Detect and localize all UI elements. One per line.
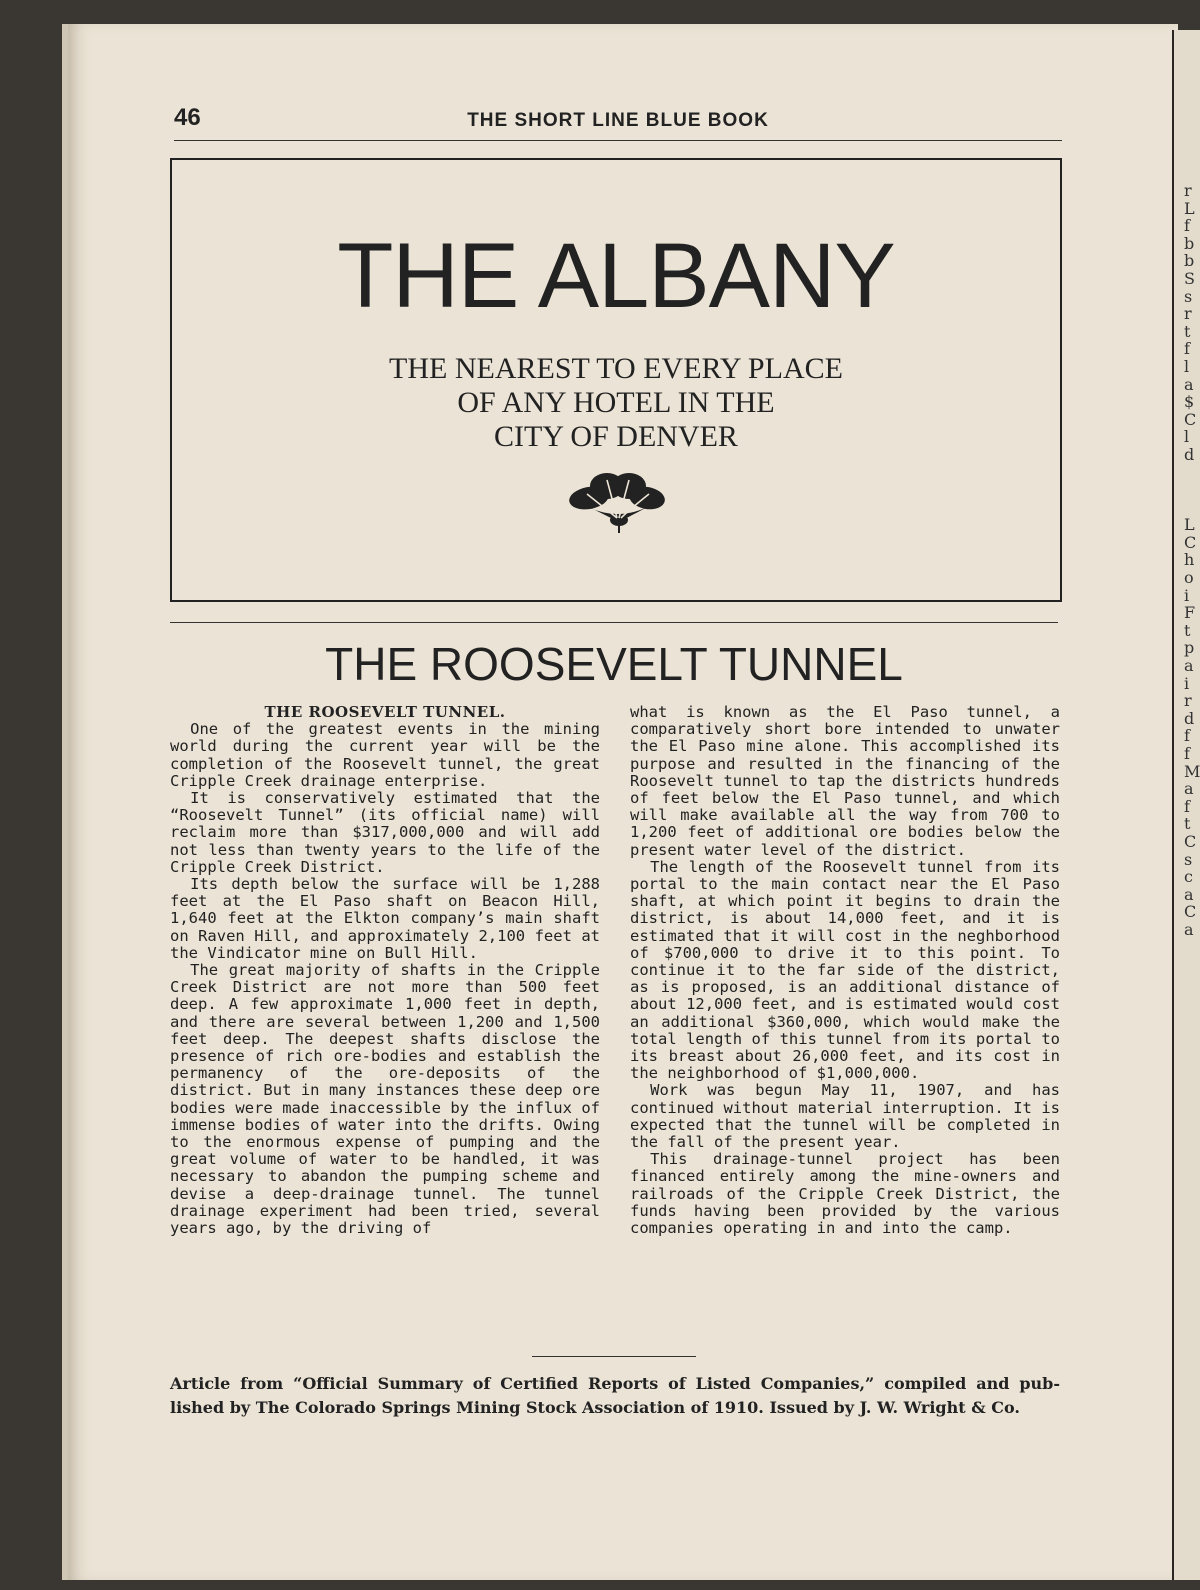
facing-page-fragment: o	[1184, 568, 1194, 588]
source-divider	[532, 1356, 696, 1357]
article-paragraph: One of the greatest events in the mining world during the current year will be the completion of the Roosevelt tunnel, the great Cripple Creek drainage enterprise.	[170, 720, 600, 790]
facing-page-fragment: C	[1184, 831, 1197, 851]
facing-page-fragment: h	[1184, 550, 1195, 570]
facing-page-fragment: l	[1184, 427, 1190, 447]
ad-tagline-line: THE NEAREST TO EVERY PLACE	[389, 352, 843, 385]
ad-tagline-line: CITY OF DENVER	[494, 420, 738, 453]
facing-page-fragment: f	[1184, 744, 1190, 763]
facing-page-fragment: t	[1184, 321, 1191, 341]
facing-page-fragment: M	[1184, 761, 1200, 781]
running-title: THE SHORT LINE BLUE BOOK	[467, 110, 769, 131]
facing-page-fragment: d	[1184, 708, 1195, 728]
facing-page-fragment: f	[1184, 339, 1190, 359]
facing-page-fragment: p	[1184, 638, 1195, 658]
facing-page-fragment	[1174, 481, 1200, 499]
facing-page-fragment: l	[1184, 356, 1190, 376]
facing-page-fragment: F	[1184, 603, 1196, 623]
facing-page-fragment: d	[1184, 444, 1195, 464]
ad-tagline	[172, 352, 1060, 454]
article-column-right	[630, 704, 1060, 1237]
article-subheading: THE ROOSEVELT TUNNEL.	[264, 703, 506, 721]
article-paragraph: It is conservatively estimated that the “Roosevelt Tunnel” (its official name) will reclaim more than $317,000,000 and will add not less than twenty years to the life of the Cripple Creek District.	[170, 789, 600, 876]
facing-page-fragment: $	[1184, 392, 1195, 412]
facing-page-fragment: b	[1184, 233, 1195, 253]
facing-page-fragment: i	[1184, 673, 1190, 693]
facing-page-fragment	[1174, 464, 1200, 482]
facing-page-fragment: f	[1184, 796, 1190, 816]
facing-page-fragment: r	[1184, 181, 1192, 200]
facing-page-fragment: C	[1184, 532, 1197, 552]
article-paragraph: Work was begun May 11, 1907, and has continued without material interruption. It is expected that the tunnel will be completed in the fall of the present year.	[630, 1081, 1060, 1152]
facing-page-fragment: a	[1184, 779, 1194, 799]
facing-page-fragment: f	[1184, 726, 1190, 746]
article-paragraph: The great majority of shafts in the Cripple Creek District are not more than 500 feet deep. A few approximate 1,000 feet in depth, and there are several between 1,200 and 1,500 feet deep. The deepest shafts disclose the presence of rich ore-bodies and establish the permanency of the ore-deposits of the district. But in many instances these deep ore bodies were made inaccessible by the influx of immense bodies of water into the drifts. Owing to the enormous expense of pumping and the great volume of water to be handled, it was necessary to abandon the pumping scheme and devise a deep-drainage tunnel. The tunnel drainage experiment had been tried, several years ago, by the driving of	[170, 961, 600, 1238]
facing-page-fragment: C	[1184, 902, 1197, 922]
facing-page-fragment: a	[1184, 919, 1194, 939]
hotel-advertisement	[170, 158, 1062, 602]
article-paragraph: what is known as the El Paso tunnel, a comparatively short bore intended to unwater the El Paso mine alone. This accomplished its purpose and resulted in the financing of the Roosevelt tunnel to tap the districts hundreds of feet below the El Paso tunnel, and which will make available all the way from 700 to 1,200 feet of additional ore bodies below the present water level of the district.	[630, 703, 1060, 859]
facing-page-fragment: s	[1184, 849, 1193, 869]
facing-page-fragment: s	[1184, 286, 1193, 306]
facing-page-fragment: t	[1184, 814, 1191, 834]
facing-page-fragment: L	[1184, 515, 1195, 535]
article-paragraph: The length of the Roosevelt tunnel from its portal to the main contact near the El Paso shaft, at which point it begins to drain the district, is about 14,000 feet, and it is estimated that it will cost in the neghborhood of $700,000 to drive it to this point. To continue it to the far side of the district, as is proposed, is an additional distance of about 12,000 feet, and is estimated would cost an additional $360,000, which would make the total length of this tunnel from its portal to its breast about 26,000 feet, and its cost in the neighborhood of $1,000,000.	[630, 857, 1060, 1083]
source-note-line: lished by The Colorado Springs Mining Stock Association of 1910. Issued by J. W. Wright & Co.	[170, 1398, 1020, 1417]
article-title: THE ROOSEVELT TUNNEL	[325, 638, 903, 690]
facing-page-fragment: f	[1184, 216, 1190, 236]
shell-ornament-icon	[567, 466, 667, 536]
facing-page-fragment: r	[1184, 304, 1192, 324]
facing-page-fragment: i	[1184, 585, 1190, 605]
section-divider	[170, 622, 1058, 623]
source-note-line: Article from “Official Summary of Certified Reports of Listed Companies,” compiled and pub-	[170, 1374, 1060, 1393]
ad-tagline-line: OF ANY HOTEL IN THE	[457, 386, 775, 419]
facing-page-fragment: L	[1184, 198, 1195, 218]
article-paragraph: This drainage-tunnel project has been financed entirely among the mine-owners and railroads of the Cripple Creek District, the funds having been provided by the various companies operating in and into the camp.	[630, 1150, 1060, 1238]
source-note	[170, 1372, 1060, 1420]
page-number: 46	[174, 104, 201, 131]
facing-page-fragment: a	[1184, 884, 1194, 904]
ad-title: THE ALBANY	[337, 225, 895, 327]
facing-page-fragment	[1174, 499, 1200, 517]
facing-page-fragment: S	[1184, 268, 1195, 288]
article-column-left	[170, 704, 600, 1237]
facing-page-fragment: r	[1184, 691, 1192, 711]
facing-page-fragment: a	[1184, 374, 1194, 394]
facing-page-fragment: C	[1184, 409, 1197, 429]
article-paragraph: Its depth below the surface will be 1,288 feet at the El Paso shaft on Beacon Hill, 1,640 feet at the Elkton company’s main shaft on Raven Hill, and approximately 2,100 feet at the Vindicator mine on Bull Hill.	[170, 875, 600, 962]
facing-page-edge	[1172, 30, 1200, 1580]
facing-page-fragment: b	[1184, 251, 1195, 271]
facing-page-fragment: a	[1184, 656, 1194, 676]
facing-page-fragment: t	[1184, 620, 1191, 640]
facing-page-fragment: c	[1184, 867, 1193, 887]
page-header	[174, 104, 1062, 141]
